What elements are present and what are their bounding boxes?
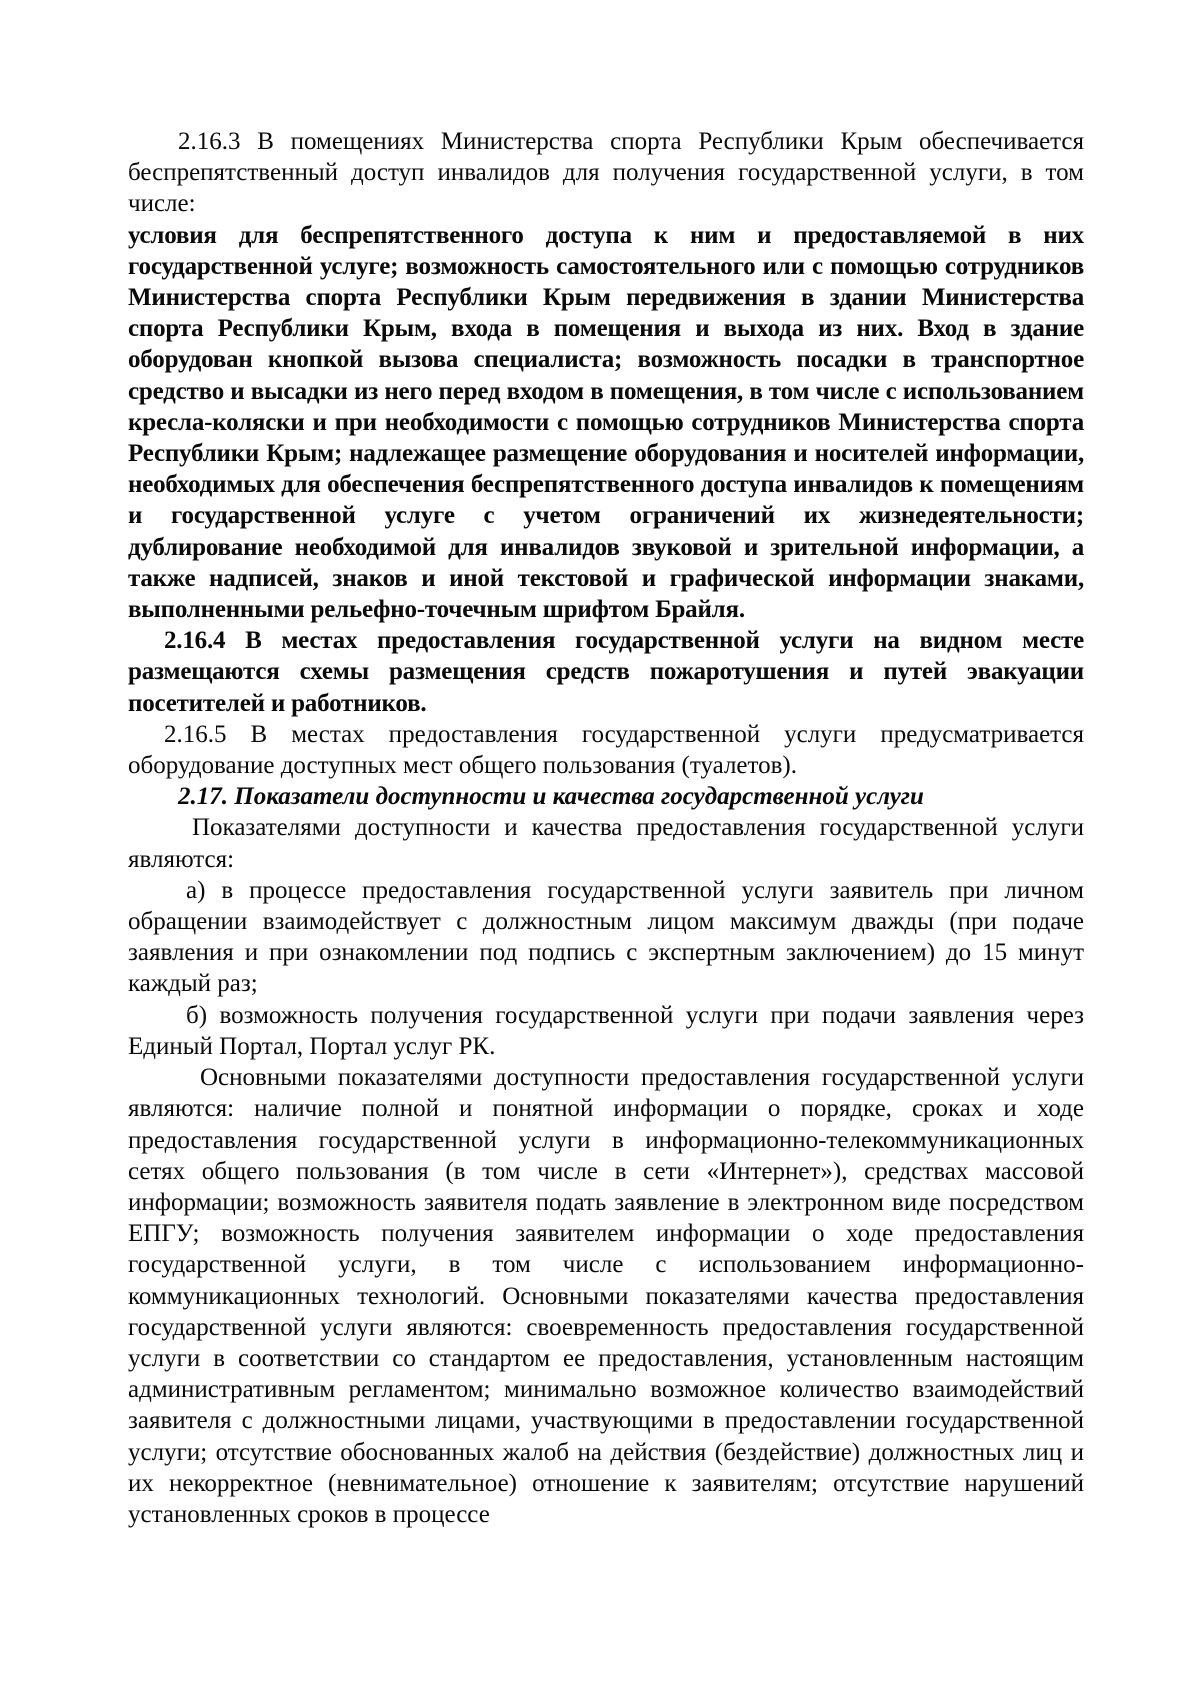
- section-heading-2-17: 2.17. Показатели доступности и качества государственной услуги: [178, 783, 924, 811]
- paragraph-indicators-intro: Показателями доступности и качества предоставления государственной услуги являются:: [128, 814, 1084, 873]
- paragraph-2-16-3: 2.16.3 В помещениях Министерства спорта Республики Крым обеспечивается беспрепятственный доступ инвалидов для получения государственной услуги, в том числе:: [128, 128, 1084, 218]
- list-item-b: б) возможность получения государственной услуги при подачи заявления через Единый Портал, Портал услуг РК.: [128, 1001, 1084, 1060]
- list-item-a: а) в процессе предоставления государственной услуги заявитель при личном обращении взаимодействует с должностным лицом максимум дважды (при подаче заявления и при ознакомлении под подпись с экспертным заключением) до 15 минут каждый раз;: [128, 876, 1084, 998]
- document-body: [128, 126, 1084, 1530]
- paragraph-2-16-4: 2.16.4 В местах предоставления государственной услуги на видном месте размещаются схемы размещения средств пожаротушения и путей эвакуации посетителей и работников.: [128, 627, 1084, 717]
- paragraph-main-indicators: Основными показателями доступности предоставления государственной услуги являются: наличие полной и понятной информации о порядке, сроках и ходе предоставления государственной услуги в информационно-телекоммуникационных сетях общего пользования (в том числе в сети «Интернет»), средствах массовой информации; возможность заявителя подать заявление в электронном виде посредством ЕПГУ; возможность получения заявителем информации о ходе предоставления государственной услуги, в том числе с использованием информационно-коммуникационных технологий. Основными показателями качества предоставления государственной услуги являются: своевременность предоставления государственной услуги в соответствии со стандартом ее предоставления, установленным настоящим административным регламентом; минимально возможное количество взаимодействий заявителя с должностными лицами, участвующими в предоставлении государственной услуги; отсутствие обоснованных жалоб на действия (бездействие) должностных лиц и их некорректное (невнимательное) отношение к заявителям; отсутствие нарушений установленных сроков в процессе: [128, 1064, 1084, 1528]
- paragraph-2-16-5: 2.16.5 В местах предоставления государственной услуги предусматривается оборудование доступных мест общего пользования (туалетов).: [128, 720, 1084, 780]
- paragraph-accessibility-conditions: условия для беспрепятственного доступа к ним и предоставляемой в них государственной услуге; возможность самостоятельного или с помощью сотрудников Министерства спорта Республики Крым передвижения в здании Министерства спорта Республики Крым, входа в помещения и выхода из них. Вход в здание оборудован кнопкой вызова специалиста; возможность посадки в транспортное средство и высадки из него перед входом в помещения, в том числе с использованием кресла-коляски и при необходимости с помощью сотрудников Министерства спорта Республики Крым; надлежащее размещение оборудования и носителей информации, необходимых для обеспечения беспрепятственного доступа инвалидов к помещениям и государственной услуге с учетом ограничений их жизнедеятельности; дублирование необходимой для инвалидов звуковой и зрительной информации, а также надписей, знаков и иной текстовой и графической информации знаками, выполненными рельефно-точечным шрифтом Брайля.: [128, 221, 1084, 624]
